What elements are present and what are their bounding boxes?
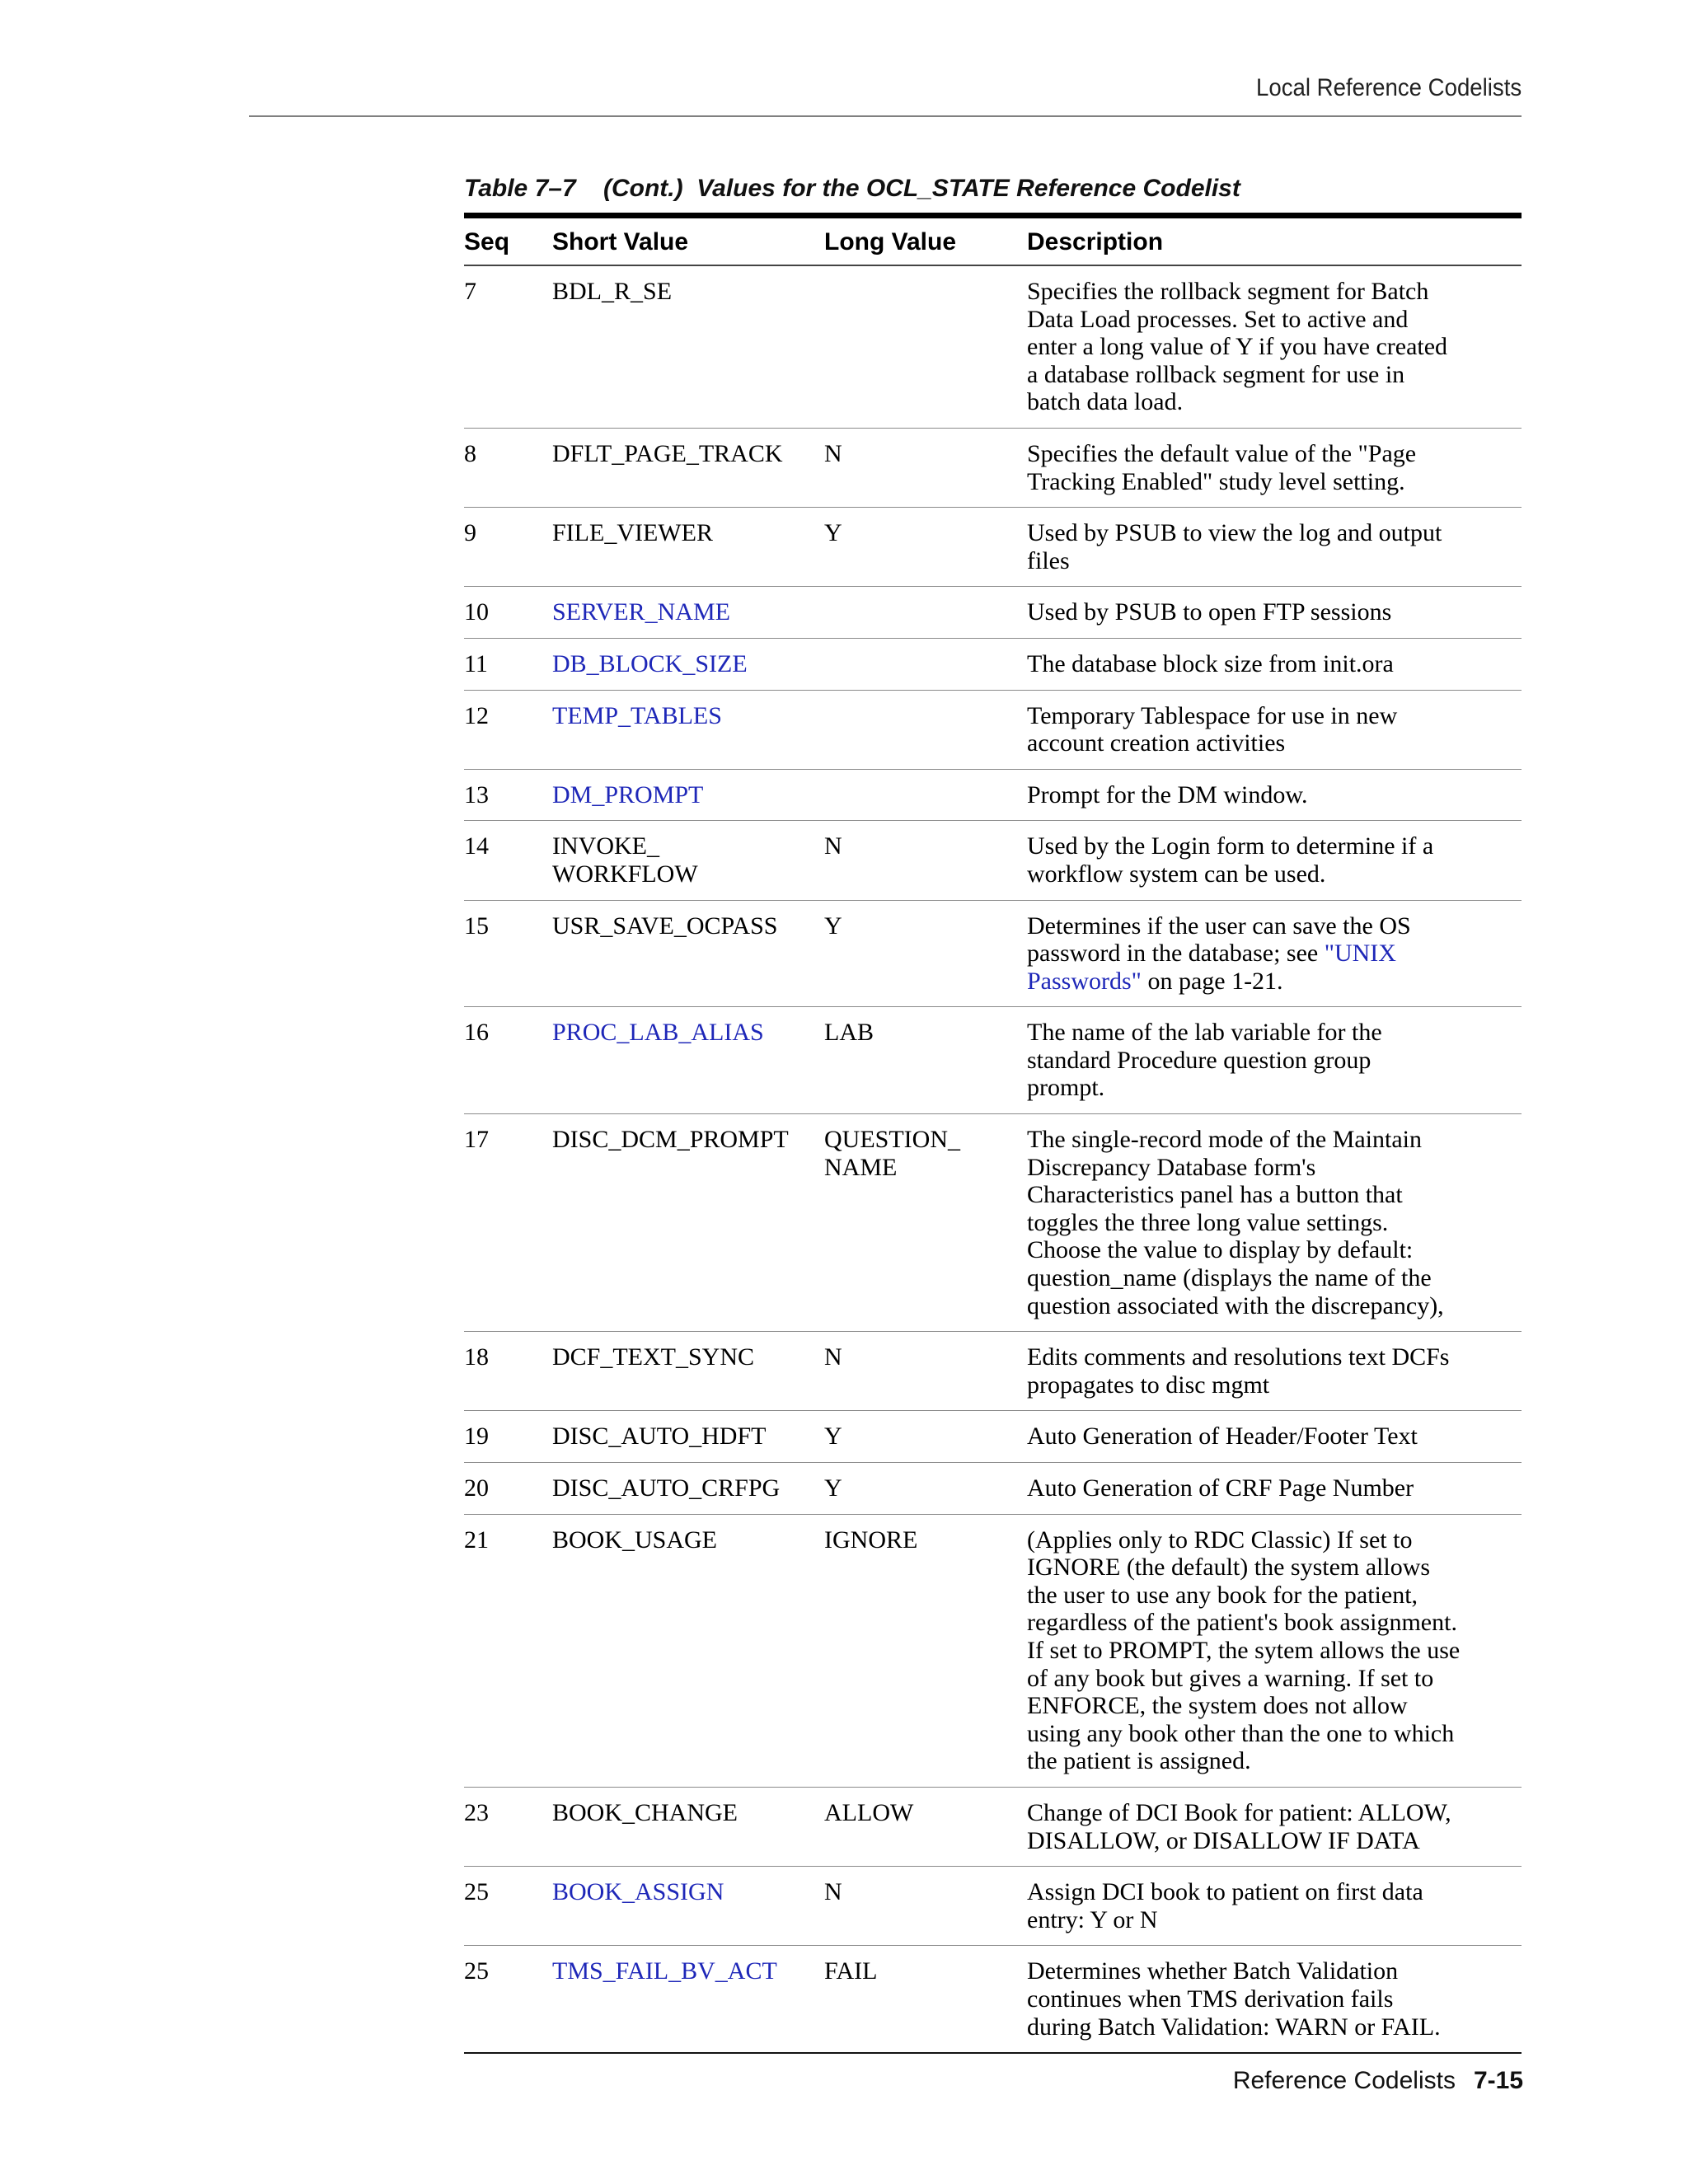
cell-line: prompt. bbox=[1027, 1074, 1105, 1102]
cell-description bbox=[1027, 1411, 1522, 1463]
cell-description bbox=[1027, 265, 1522, 428]
cell-short-value bbox=[552, 769, 824, 821]
column-header-long-value: Long Value bbox=[824, 216, 1027, 266]
cell-description bbox=[1027, 587, 1522, 639]
cell-short-value bbox=[552, 587, 824, 639]
long-value-text: Y bbox=[824, 519, 842, 547]
cell-short-value bbox=[552, 1114, 824, 1332]
table-row bbox=[464, 1411, 1522, 1463]
table-row bbox=[464, 428, 1522, 507]
cell-line: Temporary Tablespace for use in new bbox=[1027, 701, 1398, 729]
cell-short-value bbox=[552, 1514, 824, 1787]
cell-long-value bbox=[824, 821, 1027, 900]
table-row bbox=[464, 1114, 1522, 1332]
table-row bbox=[464, 1946, 1522, 2053]
cell-long-value bbox=[824, 1787, 1027, 1866]
cell-long-value bbox=[824, 638, 1027, 690]
table-caption: Table 7–7 (Cont.) Values for the OCL_STATE Reference Codelist bbox=[464, 175, 1240, 202]
cell-line: the user to use any book for the patient, bbox=[1027, 1581, 1418, 1609]
cell-short-value bbox=[552, 1867, 824, 1946]
codelist-table bbox=[464, 213, 1522, 2054]
cell-line: files bbox=[1027, 546, 1070, 574]
cell-description bbox=[1027, 1114, 1522, 1332]
table-row bbox=[464, 1787, 1522, 1866]
cell-line: NAME bbox=[824, 1153, 898, 1181]
cell-line: Characteristics panel has a button that bbox=[1027, 1181, 1403, 1209]
cell-description bbox=[1027, 821, 1522, 900]
cell-short-value bbox=[552, 1946, 824, 2053]
long-value-text: N bbox=[824, 1878, 842, 1906]
cell-line: the patient is assigned. bbox=[1027, 1747, 1251, 1775]
cell-line: Used by PSUB to open FTP sessions bbox=[1027, 598, 1392, 626]
cell-short-value bbox=[552, 428, 824, 507]
cell-description bbox=[1027, 638, 1522, 690]
cell-long-value bbox=[824, 690, 1027, 769]
short-value-link[interactable]: BOOK_ASSIGN bbox=[552, 1878, 724, 1906]
cell-line: continues when TMS derivation fails bbox=[1027, 1985, 1394, 2013]
table-row bbox=[464, 587, 1522, 639]
cell-line: Choose the value to display by default: bbox=[1027, 1236, 1414, 1264]
cell-description bbox=[1027, 1007, 1522, 1114]
cell-seq: 12 bbox=[464, 690, 552, 769]
cell-description bbox=[1027, 1332, 1522, 1411]
cell-line: QUESTION_ bbox=[824, 1126, 960, 1154]
footer-chapter: Reference Codelists bbox=[1232, 2067, 1456, 2094]
description-line: Determines if the user can save the OS bbox=[1027, 912, 1411, 940]
cell-line: account creation activities bbox=[1027, 729, 1286, 757]
cell-short-value bbox=[552, 638, 824, 690]
cell-short-value bbox=[552, 1007, 824, 1114]
short-value-text: DISC_DCM_PROMPT bbox=[552, 1126, 789, 1154]
cell-short-value bbox=[552, 1787, 824, 1866]
long-value-text: N bbox=[824, 439, 842, 467]
short-value-text: DISC_AUTO_HDFT bbox=[552, 1422, 767, 1451]
cell-line: Data Load processes. Set to active and bbox=[1027, 305, 1409, 333]
cell-line: The name of the lab variable for the bbox=[1027, 1019, 1382, 1047]
short-value-text: USR_SAVE_OCPASS bbox=[552, 912, 778, 940]
cell-line: a database rollback segment for use in bbox=[1027, 360, 1405, 388]
table-row bbox=[464, 1332, 1522, 1411]
cell-description bbox=[1027, 1787, 1522, 1866]
cell-line: standard Procedure question group bbox=[1027, 1046, 1372, 1074]
cross-reference-link[interactable]: "UNIX bbox=[1324, 940, 1396, 968]
cross-reference-link[interactable]: Passwords" bbox=[1027, 967, 1142, 995]
cell-description bbox=[1027, 1463, 1522, 1515]
cell-line: propagates to disc mgmt bbox=[1027, 1371, 1270, 1399]
cell-long-value bbox=[824, 587, 1027, 639]
cell-long-value bbox=[824, 1946, 1027, 2053]
cell-line: IGNORE (the default) the system allows bbox=[1027, 1554, 1431, 1582]
cell-long-value bbox=[824, 1007, 1027, 1114]
cell-line: enter a long value of Y if you have created bbox=[1027, 333, 1448, 361]
table-row bbox=[464, 1007, 1522, 1114]
table-row bbox=[464, 821, 1522, 900]
cell-description bbox=[1027, 690, 1522, 769]
cell-long-value bbox=[824, 508, 1027, 587]
cell-seq: 8 bbox=[464, 428, 552, 507]
cell-long-value bbox=[824, 1114, 1027, 1332]
cell-long-value bbox=[824, 265, 1027, 428]
running-header: Local Reference Codelists bbox=[1255, 74, 1522, 101]
cell-description bbox=[1027, 900, 1522, 1007]
cell-long-value bbox=[824, 1411, 1027, 1463]
cell-long-value bbox=[824, 769, 1027, 821]
table-row bbox=[464, 265, 1522, 428]
table-row bbox=[464, 1867, 1522, 1946]
table-row bbox=[464, 508, 1522, 587]
cell-long-value bbox=[824, 1867, 1027, 1946]
long-value-text: FAIL bbox=[824, 1957, 878, 1985]
long-value-text: Y bbox=[824, 1422, 842, 1451]
cell-long-value bbox=[824, 1463, 1027, 1515]
cell-line: WORKFLOW bbox=[552, 860, 698, 888]
long-value-text: LAB bbox=[824, 1019, 874, 1047]
table-row bbox=[464, 690, 1522, 769]
running-footer bbox=[1233, 2067, 1523, 2095]
cell-description bbox=[1027, 1946, 1522, 2053]
cell-short-value bbox=[552, 900, 824, 1007]
cell-short-value bbox=[552, 690, 824, 769]
cell-line: Discrepancy Database form's bbox=[1027, 1153, 1316, 1181]
short-value-link[interactable]: TEMP_TABLES bbox=[552, 701, 722, 729]
cell-line: Change of DCI Book for patient: ALLOW, bbox=[1027, 1798, 1451, 1826]
cell-line: Prompt for the DM window. bbox=[1027, 780, 1308, 808]
cell-long-value bbox=[824, 428, 1027, 507]
cell-description bbox=[1027, 508, 1522, 587]
cell-line: (Applies only to RDC Classic) If set to bbox=[1027, 1526, 1413, 1554]
table-body bbox=[464, 265, 1522, 2053]
cell-seq: 20 bbox=[464, 1463, 552, 1515]
long-value-text: N bbox=[824, 1343, 842, 1371]
short-value-link[interactable]: SERVER_NAME bbox=[552, 598, 730, 626]
cell-line: DISALLOW, or DISALLOW IF DATA bbox=[1027, 1826, 1420, 1854]
cell-line: toggles the three long value settings. bbox=[1027, 1208, 1389, 1236]
cell-line: The single-record mode of the Maintain bbox=[1027, 1126, 1423, 1154]
cell-seq: 17 bbox=[464, 1114, 552, 1332]
column-header-short-value: Short Value bbox=[552, 216, 824, 266]
short-value-link[interactable]: TMS_FAIL_BV_ACT bbox=[552, 1957, 777, 1985]
short-value-link[interactable]: PROC_LAB_ALIAS bbox=[552, 1019, 764, 1047]
cell-seq: 7 bbox=[464, 265, 552, 428]
cell-seq: 25 bbox=[464, 1867, 552, 1946]
cell-seq: 11 bbox=[464, 638, 552, 690]
cell-seq: 18 bbox=[464, 1332, 552, 1411]
cell-line: If set to PROMPT, the sytem allows the use bbox=[1027, 1636, 1461, 1664]
table-row bbox=[464, 769, 1522, 821]
cell-short-value bbox=[552, 1463, 824, 1515]
cell-line: during Batch Validation: WARN or FAIL. bbox=[1027, 2013, 1441, 2041]
cell-seq: 14 bbox=[464, 821, 552, 900]
short-value-text: FILE_VIEWER bbox=[552, 519, 713, 547]
cell-long-value bbox=[824, 1514, 1027, 1787]
table-header-row bbox=[464, 216, 1522, 266]
cell-description bbox=[1027, 1867, 1522, 1946]
short-value-text: BDL_R_SE bbox=[552, 278, 673, 305]
cell-line: question_name (displays the name of the bbox=[1027, 1264, 1432, 1292]
cell-line: Assign DCI book to patient on first data bbox=[1027, 1878, 1423, 1906]
cell-line: Used by the Login form to determine if a bbox=[1027, 832, 1434, 860]
cell-line: Tracking Enabled" study level setting. bbox=[1027, 467, 1405, 495]
cell-seq: 13 bbox=[464, 769, 552, 821]
cell-short-value bbox=[552, 821, 824, 900]
cell-long-value bbox=[824, 1332, 1027, 1411]
cell-line: regardless of the patient's book assignment. bbox=[1027, 1609, 1457, 1637]
cell-long-value bbox=[824, 900, 1027, 1007]
table-row bbox=[464, 1463, 1522, 1515]
cell-line: ENFORCE, the system does not allow bbox=[1027, 1692, 1408, 1720]
short-value-text: BOOK_CHANGE bbox=[552, 1798, 738, 1826]
cell-line: question associated with the discrepancy), bbox=[1027, 1291, 1444, 1319]
short-value-link[interactable]: DM_PROMPT bbox=[552, 780, 704, 808]
description-tail: on page 1-21. bbox=[1141, 967, 1283, 995]
cell-line: Specifies the default value of the "Page bbox=[1027, 439, 1417, 467]
cell-seq: 9 bbox=[464, 508, 552, 587]
long-value-text: IGNORE bbox=[824, 1526, 918, 1554]
short-value-link[interactable]: DB_BLOCK_SIZE bbox=[552, 649, 748, 677]
cell-seq: 25 bbox=[464, 1946, 552, 2053]
column-header-seq: Seq bbox=[464, 216, 552, 266]
cell-line: Auto Generation of CRF Page Number bbox=[1027, 1474, 1414, 1502]
cell-line: entry: Y or N bbox=[1027, 1905, 1158, 1933]
cell-line: Edits comments and resolutions text DCFs bbox=[1027, 1343, 1450, 1371]
cell-description bbox=[1027, 1514, 1522, 1787]
cell-seq: 23 bbox=[464, 1787, 552, 1866]
cell-line: using any book other than the one to which bbox=[1027, 1719, 1455, 1747]
cell-line: of any book but gives a warning. If set to bbox=[1027, 1664, 1434, 1692]
cell-short-value bbox=[552, 265, 824, 428]
cell-seq: 15 bbox=[464, 900, 552, 1007]
cell-description bbox=[1027, 428, 1522, 507]
cell-short-value bbox=[552, 508, 824, 587]
column-header-description: Description bbox=[1027, 216, 1522, 266]
cell-line: Specifies the rollback segment for Batch bbox=[1027, 278, 1429, 305]
long-value-text: ALLOW bbox=[824, 1798, 914, 1826]
description-line: password in the database; see bbox=[1027, 940, 1325, 968]
short-value-text: DISC_AUTO_CRFPG bbox=[552, 1474, 781, 1502]
cell-line: batch data load. bbox=[1027, 388, 1184, 416]
page-number: 7-15 bbox=[1473, 2067, 1523, 2094]
cell-short-value bbox=[552, 1332, 824, 1411]
cell-line: The database block size from init.ora bbox=[1027, 649, 1394, 677]
cell-short-value bbox=[552, 1411, 824, 1463]
cell-line: Determines whether Batch Validation bbox=[1027, 1957, 1399, 1985]
long-value-text: Y bbox=[824, 912, 842, 940]
table-row bbox=[464, 1514, 1522, 1787]
short-value-text: DFLT_PAGE_TRACK bbox=[552, 439, 783, 467]
cell-seq: 16 bbox=[464, 1007, 552, 1114]
header-rule bbox=[249, 115, 1522, 117]
cell-line: Auto Generation of Header/Footer Text bbox=[1027, 1422, 1418, 1451]
cell-seq: 21 bbox=[464, 1514, 552, 1787]
cell-line: INVOKE_ bbox=[552, 832, 659, 860]
cell-line: Used by PSUB to view the log and output bbox=[1027, 519, 1442, 547]
table-row bbox=[464, 638, 1522, 690]
cell-seq: 10 bbox=[464, 587, 552, 639]
cell-seq: 19 bbox=[464, 1411, 552, 1463]
cell-description bbox=[1027, 769, 1522, 821]
long-value-text: Y bbox=[824, 1474, 842, 1502]
cell-line: workflow system can be used. bbox=[1027, 860, 1326, 888]
long-value-text: N bbox=[824, 832, 842, 860]
table-row bbox=[464, 900, 1522, 1007]
short-value-text: BOOK_USAGE bbox=[552, 1526, 718, 1554]
short-value-text: DCF_TEXT_SYNC bbox=[552, 1343, 755, 1371]
